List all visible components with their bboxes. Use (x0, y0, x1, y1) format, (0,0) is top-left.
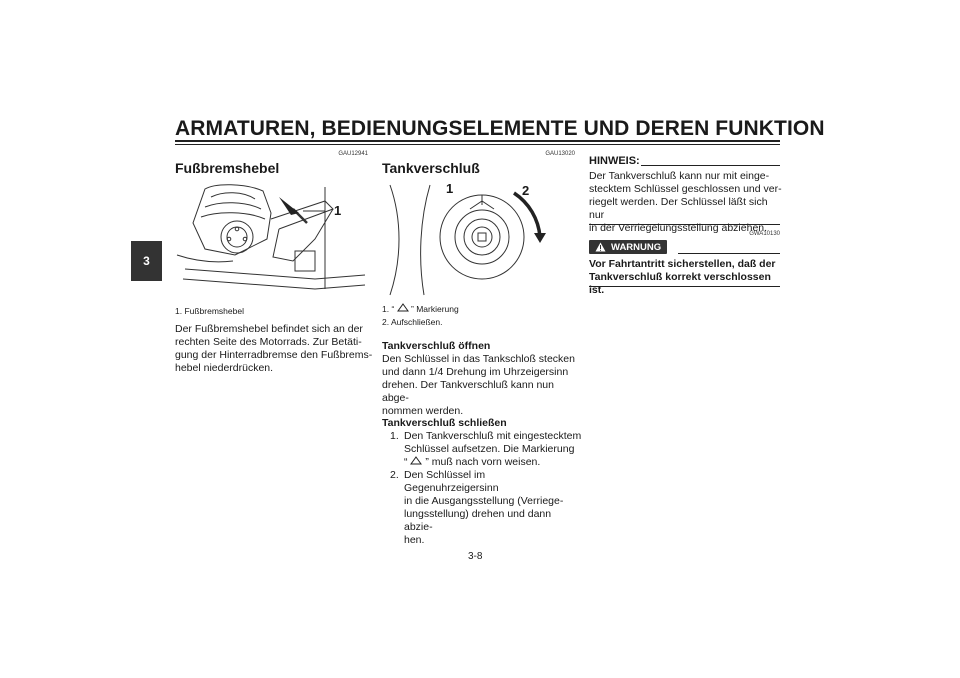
text-line (404, 456, 581, 469)
chapter-tab (131, 241, 162, 281)
section-heading-foot-brake: Fußbremshebel (175, 160, 280, 176)
figure-caption: 1. Fußbremshebel (175, 306, 244, 316)
text-line: Vor Fahrtantritt sicherstellen, daß der (589, 258, 776, 270)
text-line: hen. (404, 534, 425, 546)
text-line: in die Ausgangsstellung (Verriege- (404, 495, 564, 507)
mark-prefix: “ (404, 456, 408, 468)
subheading-close: Tankverschluß schließen (382, 417, 507, 429)
triangle-mark-icon (397, 303, 409, 312)
list-item (390, 469, 582, 547)
text-line: Der Fußbremshebel befindet sich an der (175, 323, 363, 335)
title-rule (175, 140, 780, 142)
open-text (382, 353, 582, 418)
text-line: Den Tankverschluß mit eingestecktem (404, 430, 582, 442)
text-line: lungsstellung) drehen und dann abzie- (404, 508, 552, 533)
text-line: Den Schlüssel im Gegenuhrzeigersinn (404, 469, 499, 494)
text-line: hebel niederdrücken. (175, 362, 274, 374)
figure-callout-1: 1 (446, 181, 454, 196)
chapter-tab-label: 3 (143, 254, 150, 268)
warning-badge (589, 240, 667, 254)
warning-rule (678, 253, 780, 254)
warning-end-rule (589, 286, 780, 287)
caption-suffix: ” Markierung (411, 304, 459, 314)
text-line: rechten Seite des Motorrads. Zur Betäti- (175, 336, 362, 348)
text-line: riegelt werden. Der Schlüssel läßt sich nur (589, 196, 768, 221)
step-text (404, 430, 581, 469)
page-title: ARMATUREN, BEDIENUNGSELEMENTE UND DEREN FUNKTION (175, 117, 825, 140)
text-line: und dann 1/4 Drehung im Uhrzeigersinn (382, 366, 569, 378)
figure-callout-2: 2 (522, 183, 530, 198)
section-code: GAU13020 (545, 151, 575, 157)
warning-text (589, 258, 784, 297)
foot-brake-text (175, 323, 375, 375)
text-line: Den Schlüssel in das Tankschloß stecken (382, 353, 575, 365)
mark-suffix: ” muß nach vorn weisen. (425, 456, 541, 468)
text-line: nommen werden. (382, 405, 464, 417)
text-line: gung der Hinterradbremse den Fußbrems- (175, 349, 373, 361)
text-line: in der Verriegelungsstellung abziehen. (589, 222, 768, 234)
note-end-rule (589, 224, 780, 225)
step-number: 2. (390, 469, 399, 481)
section-heading-fuel-cap: Tankverschluß (382, 160, 480, 176)
text-line: Schlüssel aufsetzen. Die Markierung (404, 443, 575, 455)
warning-label: WARNUNG (611, 241, 662, 253)
triangle-mark-icon (410, 456, 422, 465)
section-code: GAU12941 (338, 151, 368, 157)
text-line: Der Tankverschluß kann nur mit einge- (589, 170, 770, 182)
close-steps (390, 430, 582, 547)
text-line: drehen. Der Tankverschluß kann nun abge- (382, 379, 554, 404)
figure-callout-1: 1 (334, 203, 342, 218)
figure-caption-2: 2. Aufschließen. (382, 317, 443, 327)
warning-triangle-icon (595, 242, 606, 252)
caption-prefix: 1. “ (382, 304, 395, 314)
text-line: stecktem Schlüssel geschlossen und ver- (589, 183, 782, 195)
warning-code: GWA10130 (749, 231, 780, 237)
figure-caption-1 (382, 303, 459, 315)
note-label: HINWEIS: (589, 155, 640, 167)
foot-brake-figure (175, 179, 370, 299)
title-rule-thin (175, 144, 780, 145)
fuel-cap-figure (380, 179, 575, 299)
text-line: Tankverschluß korrekt verschlossen ist. (589, 271, 771, 296)
page-number: 3-8 (468, 551, 483, 562)
subheading-open: Tankverschluß öffnen (382, 340, 491, 352)
step-text (404, 469, 582, 547)
note-text (589, 170, 784, 235)
note-rule (641, 165, 780, 166)
list-item (390, 430, 582, 469)
step-number: 1. (390, 430, 399, 442)
